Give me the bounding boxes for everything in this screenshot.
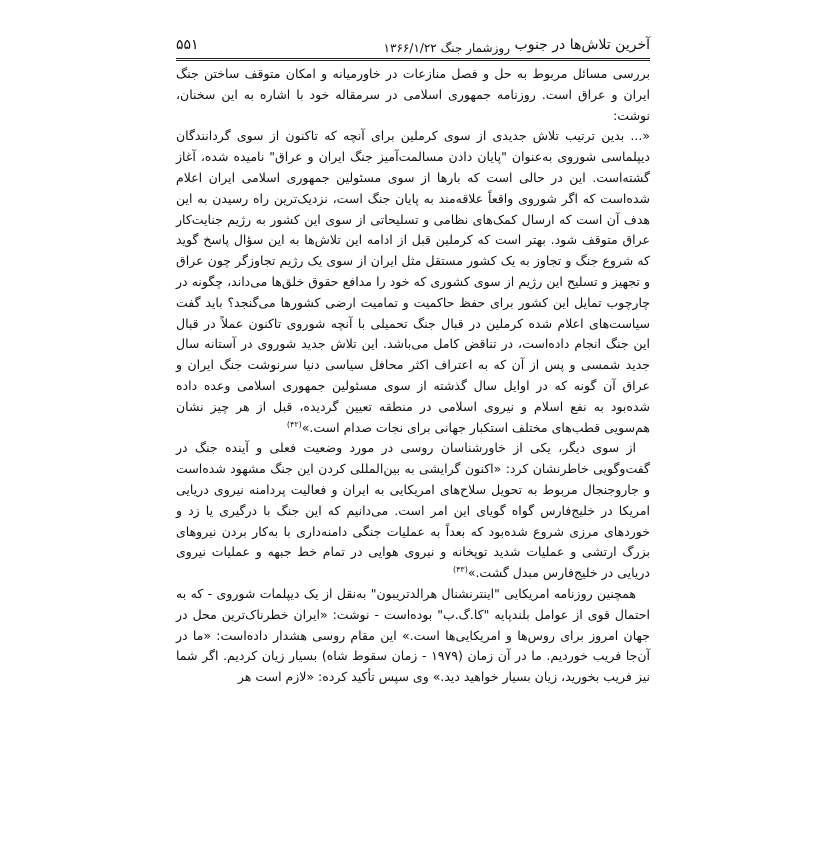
paragraph-4 — [176, 584, 650, 688]
running-head: روزشمار جنگ ۱۳۶۶/۱/۲۲ — [383, 41, 510, 55]
page-header — [176, 36, 650, 58]
book-title: آخرین تلاش‌ها در جنوب — [514, 37, 650, 53]
header-rule — [176, 58, 650, 61]
page-number: ۵۵۱ — [176, 37, 199, 53]
footnote-marker: (۴۲) — [286, 419, 302, 429]
paragraph-2 — [176, 126, 650, 438]
paragraph-1 — [176, 64, 650, 126]
paragraph-3 — [176, 438, 650, 584]
paragraph-text: همچنین روزنامه امریکایی "اینترنشنال هرالدتریبون" به‌نقل از یک دیپلمات شوروی - که به احتمال قوی از عوامل بلندپایه "کا.گ.ب" بوده‌است - نوشت: «ایران خطرناک‌ترین محل در جهان امروز برای روس‌ها و امریکایی‌ها است.» این مقام روسی هشدار داده‌است: «ما در آن‌جا فریب خوردیم. ما در آن زمان (۱۹۷۹ - زمان سقوط شاه) بسیار زیان کردیم. اگر شما نیز فریب بخورید، زیان بسیار خواهید دید.» وی سپس تأکید کرده: «لازم است هر — [176, 585, 651, 685]
body-text — [176, 64, 650, 688]
paragraph-text: «... بدین ترتیب تلاش جدیدی از سوی کرملین برای آنچه که تاکنون از سوی گردانندگان دیپلماسی شوروی به‌عنوان "پایان دادن مسالمت‌آمیز جنگ ایران و عراق" نامیده شده، آغاز گشته‌است. این در حالی است که بارها از سوی مسئولین جمهوری اسلامی ایران اعلام شده‌است که اگر شوروی واقعاً علاقه‌مند به پایان جنگ است، نزدیک‌ترین راه رسیدن به این هدف آن است که ارسال کمک‌های نظامی و تسلیحاتی از سوی این کشور به رژیم جنایت‌کار عراق متوقف شود. بهتر است که کرملین قبل از ادامه این تلاش‌ها به این سؤال پاسخ گوید که شروع جنگ و تجاوز به یک کشور مستقل مثل ایران از سوی یک رژیم تجاوزگر چون عراق و تجهیز و تسلیح این رژیم از سوی کشوری که خود را مدافع حقوق خلق‌ها می‌داند، چگونه در چارچوب تمایل این کشور برای حفظ حاکمیت و تمامیت ارضی کشورها می‌گنجد؟ باید گفت سیاست‌های اعلام شده کرملین در قبال جنگ تحمیلی با آنچه شوروی تاکنون عملاً در قبال این جنگ انجام داده‌است، در تناقض کامل می‌باشد. این تلاش جدید شوروی در آستانه سال جدید شمسی و پس از آن که به اعتراف اکثر محافل سیاسی دنیا سرنوشت جنگ ایران و عراق آن گونه که در اوایل سال گذشته از سوی مسئولین جمهوری اسلامی وعده داده شده‌بود به نفع اسلام و نیروی اسلامی در منطقه تعیین گردیده، قبل از هر چیز نشان هم‌سویی قطب‌های مختلف استکبار جهانی برای نجات صدام است.» — [176, 128, 650, 435]
paragraph-text: بررسی مسائل مربوط به حل و فصل منازعات در خاورمیانه و امکان متوقف ساختن جنگ ایران و عراق است. روزنامه جمهوری اسلامی در سرمقاله خود با اشاره به این سخنان، نوشت: — [176, 66, 650, 123]
footnote-marker: (۴۳) — [452, 564, 468, 574]
paragraph-text: از سوی دیگر، یکی از خاورشناسان روسی در مورد وضعیت فعلی و آینده جنگ در گفت‌وگویی خاطرنشان کرد: «اکنون گرایشی به بین‌المللی کردن این جنگ مشهود شده‌است و جاروجنجال مربوط به تحویل سلاح‌های امریکایی به ایران و فعالیت پردامنه نیروی دریایی امریکا در خلیج‌فارس گواه گویای این امر است. می‌دانیم که این جنگ با درگیری یا زد و خوردهای مرزی شروع شده‌بود که بعداً به عملیات جنگی دامنه‌داری با به‌کار بردن نیروهای بزرگ ارتشی و عملیات شدید توپخانه و نیروی هوایی در تمام خط جبهه و عملیات نیروی دریایی در خلیج‌فارس مبدل گشت.» — [176, 440, 650, 581]
